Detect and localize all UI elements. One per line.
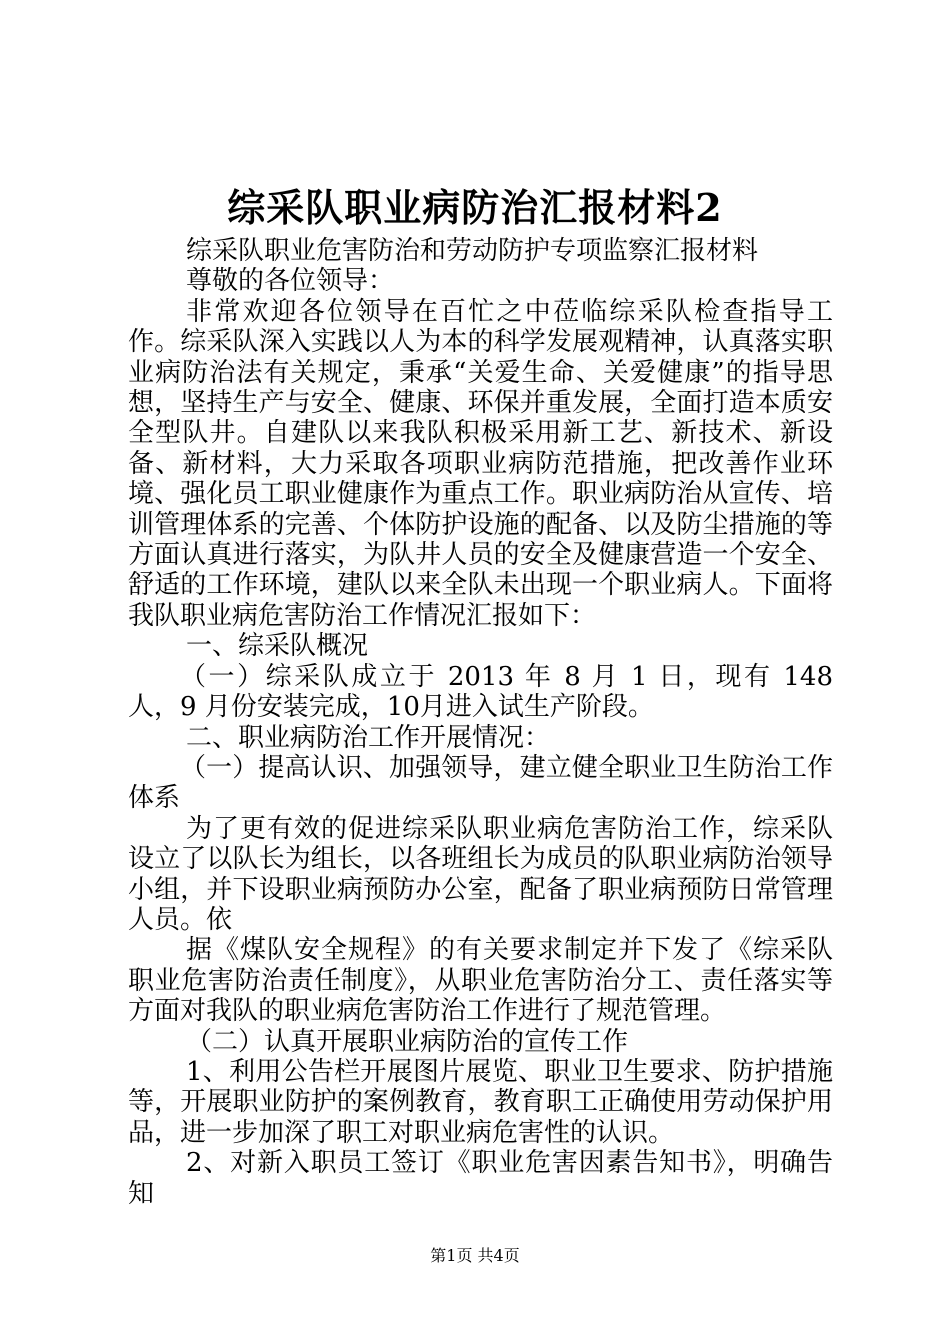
subsection-heading: （二）认真开展职业病防治的宣传工作 bbox=[186, 1026, 629, 1057]
paragraph: 据《煤队安全规程》的有关要求制定并下发了《综采队职业危害防治责任制度》，从职业危害防治分工、责任落实等方面对我队的职业病危害防治工作进行了规范管理。 bbox=[128, 935, 833, 1027]
section-heading: 二、职业病防治工作开展情况： bbox=[186, 722, 551, 753]
document-subtitle: 综采队职业危害防治和劳动防护专项监察汇报材料 bbox=[186, 236, 759, 266]
paragraph: 为了更有效的促进综采队职业病危害防治工作，综采队设立了以队长为组长，以各班组长为成员的队职业病防治领导小组，并下设职业病预防办公室，配备了职业病预防日常管理人员。依 bbox=[128, 813, 833, 935]
paragraph: 非常欢迎各位领导在百忙之中莅临综采队检查指导工作。综采队深入实践以人为本的科学发展观精神，认真落实职业病防治法有关规定，秉承“关爱生命、关爱健康”的指导思想，坚持生产与安全、健康、环保并重发展，全面打造本质安全型队井。自建队以来我队积极采用新工艺、新技术、新设备、新材料，大力采取各项职业病防范措施，把改善作业环境、强化员工职业健康作为重点工作。职业病防治从宣传、培训管理体系的完善、个体防护设施的配备、以及防尘措施的等方面认真进行落实，为队井人员的安全及健康营造一个安全、舒适的工作环境，建队以来全队未出现一个职业病人。下面将我队职业病危害防治工作情况汇报如下： bbox=[128, 296, 833, 631]
document-title: 综采队职业病防治汇报材料2 bbox=[227, 185, 723, 230]
section-heading: 一、综采队概况 bbox=[186, 631, 369, 662]
paragraph: 1、利用公告栏开展图片展览、职业卫生要求、防护措施等，开展职业防护的案例教育，教育职工正确使用劳动保护用品，进一步加深了职工对职业病危害性的认识。 bbox=[128, 1056, 833, 1148]
paragraph: （一）综采队成立于 2013 年 8 月 1 日，现有 148 人，9 月份安装完成，10月进入试生产阶段。 bbox=[128, 661, 833, 723]
salutation: 尊敬的各位领导： bbox=[186, 266, 395, 297]
subsection-heading: （一）提高认识、加强领导，建立健全职业卫生防治工作体系 bbox=[128, 752, 833, 814]
document-body bbox=[128, 236, 833, 1209]
paragraph: 2、对新入职员工签订《职业危害因素告知书》，明确告知 bbox=[128, 1148, 833, 1209]
page-footer: 第1页 共4页 bbox=[430, 1246, 520, 1265]
